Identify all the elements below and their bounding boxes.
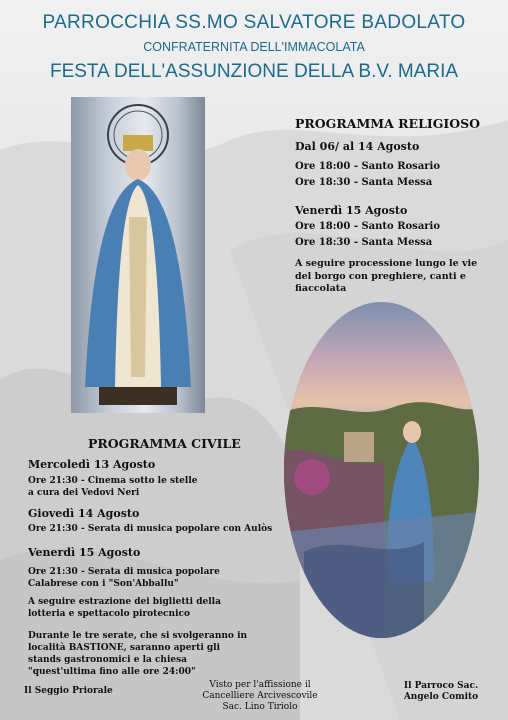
civil-day-3: Venerdì 15 Agosto — [28, 546, 141, 559]
footer-center-note: Visto per l'affissione il Cancelliere Arcivescovile Sac. Lino Tiriolo — [202, 680, 318, 712]
feast-title: FESTA DELL'ASSUNZIONE DELLA B.V. MARIA — [49, 61, 459, 82]
footer-right-signature: Il Parroco Sac. Angelo Comito — [403, 681, 479, 702]
procession-photo — [284, 302, 479, 638]
religious-period-2-list — [295, 220, 440, 250]
civil-closing-note: Durante le tre serate, che si svolgeranno in località BASTIONE, saranno aperti gli stands gastronomici e la chiesa "quest'ultima fino alle ore 24:00" — [28, 631, 248, 677]
confraternity-title: CONFRATERNITA DELL'IMMACOLATA — [143, 40, 365, 54]
civil-program-title: PROGRAMMA CIVILE — [88, 436, 241, 451]
civil-day-1-list: Ore 21:30 - Cinema sotto le stelle a cura dei Vedovi Neri — [28, 476, 198, 498]
civil-day-3-list: Ore 21:30 - Serata di musica popolare Calabrese con i "Son'Abballu" — [28, 567, 220, 589]
schedule-item: Ore 18:30 - Santa Messa — [295, 237, 433, 248]
religious-period-1: Dal 06/ al 14 Agosto — [295, 140, 420, 153]
schedule-item: Ore 18:00 - Santo Rosario — [295, 221, 441, 232]
parish-title: PARROCCHIA SS.MO SALVATORE BADOLATO — [42, 12, 466, 33]
religious-program-title: PROGRAMMA RELIGIOSO — [295, 116, 481, 131]
schedule-item: Ore 18:00 - Santo Rosario — [295, 161, 441, 172]
schedule-item: Ore 18:30 - Santa Messa — [295, 177, 433, 188]
procession-note: A seguire processione lungo le vie del borgo con preghiere, canti e fiaccolata — [295, 258, 478, 294]
footer-left-signature: Il Seggio Priorale — [24, 686, 113, 696]
religious-period-1-list — [295, 160, 440, 190]
religious-period-2: Venerdì 15 Agosto — [295, 204, 408, 217]
civil-day-2-list: Ore 21:30 - Serata di musica popolare con Aulòs — [28, 524, 273, 534]
civil-day-1: Mercoledì 13 Agosto — [28, 458, 156, 471]
madonna-statue-image — [71, 97, 205, 413]
civil-day-2: Giovedì 14 Agosto — [28, 507, 140, 520]
civil-day-3-extra: A seguire estrazione dei biglietti della lotteria e spettacolo pirotecnico — [28, 597, 221, 619]
